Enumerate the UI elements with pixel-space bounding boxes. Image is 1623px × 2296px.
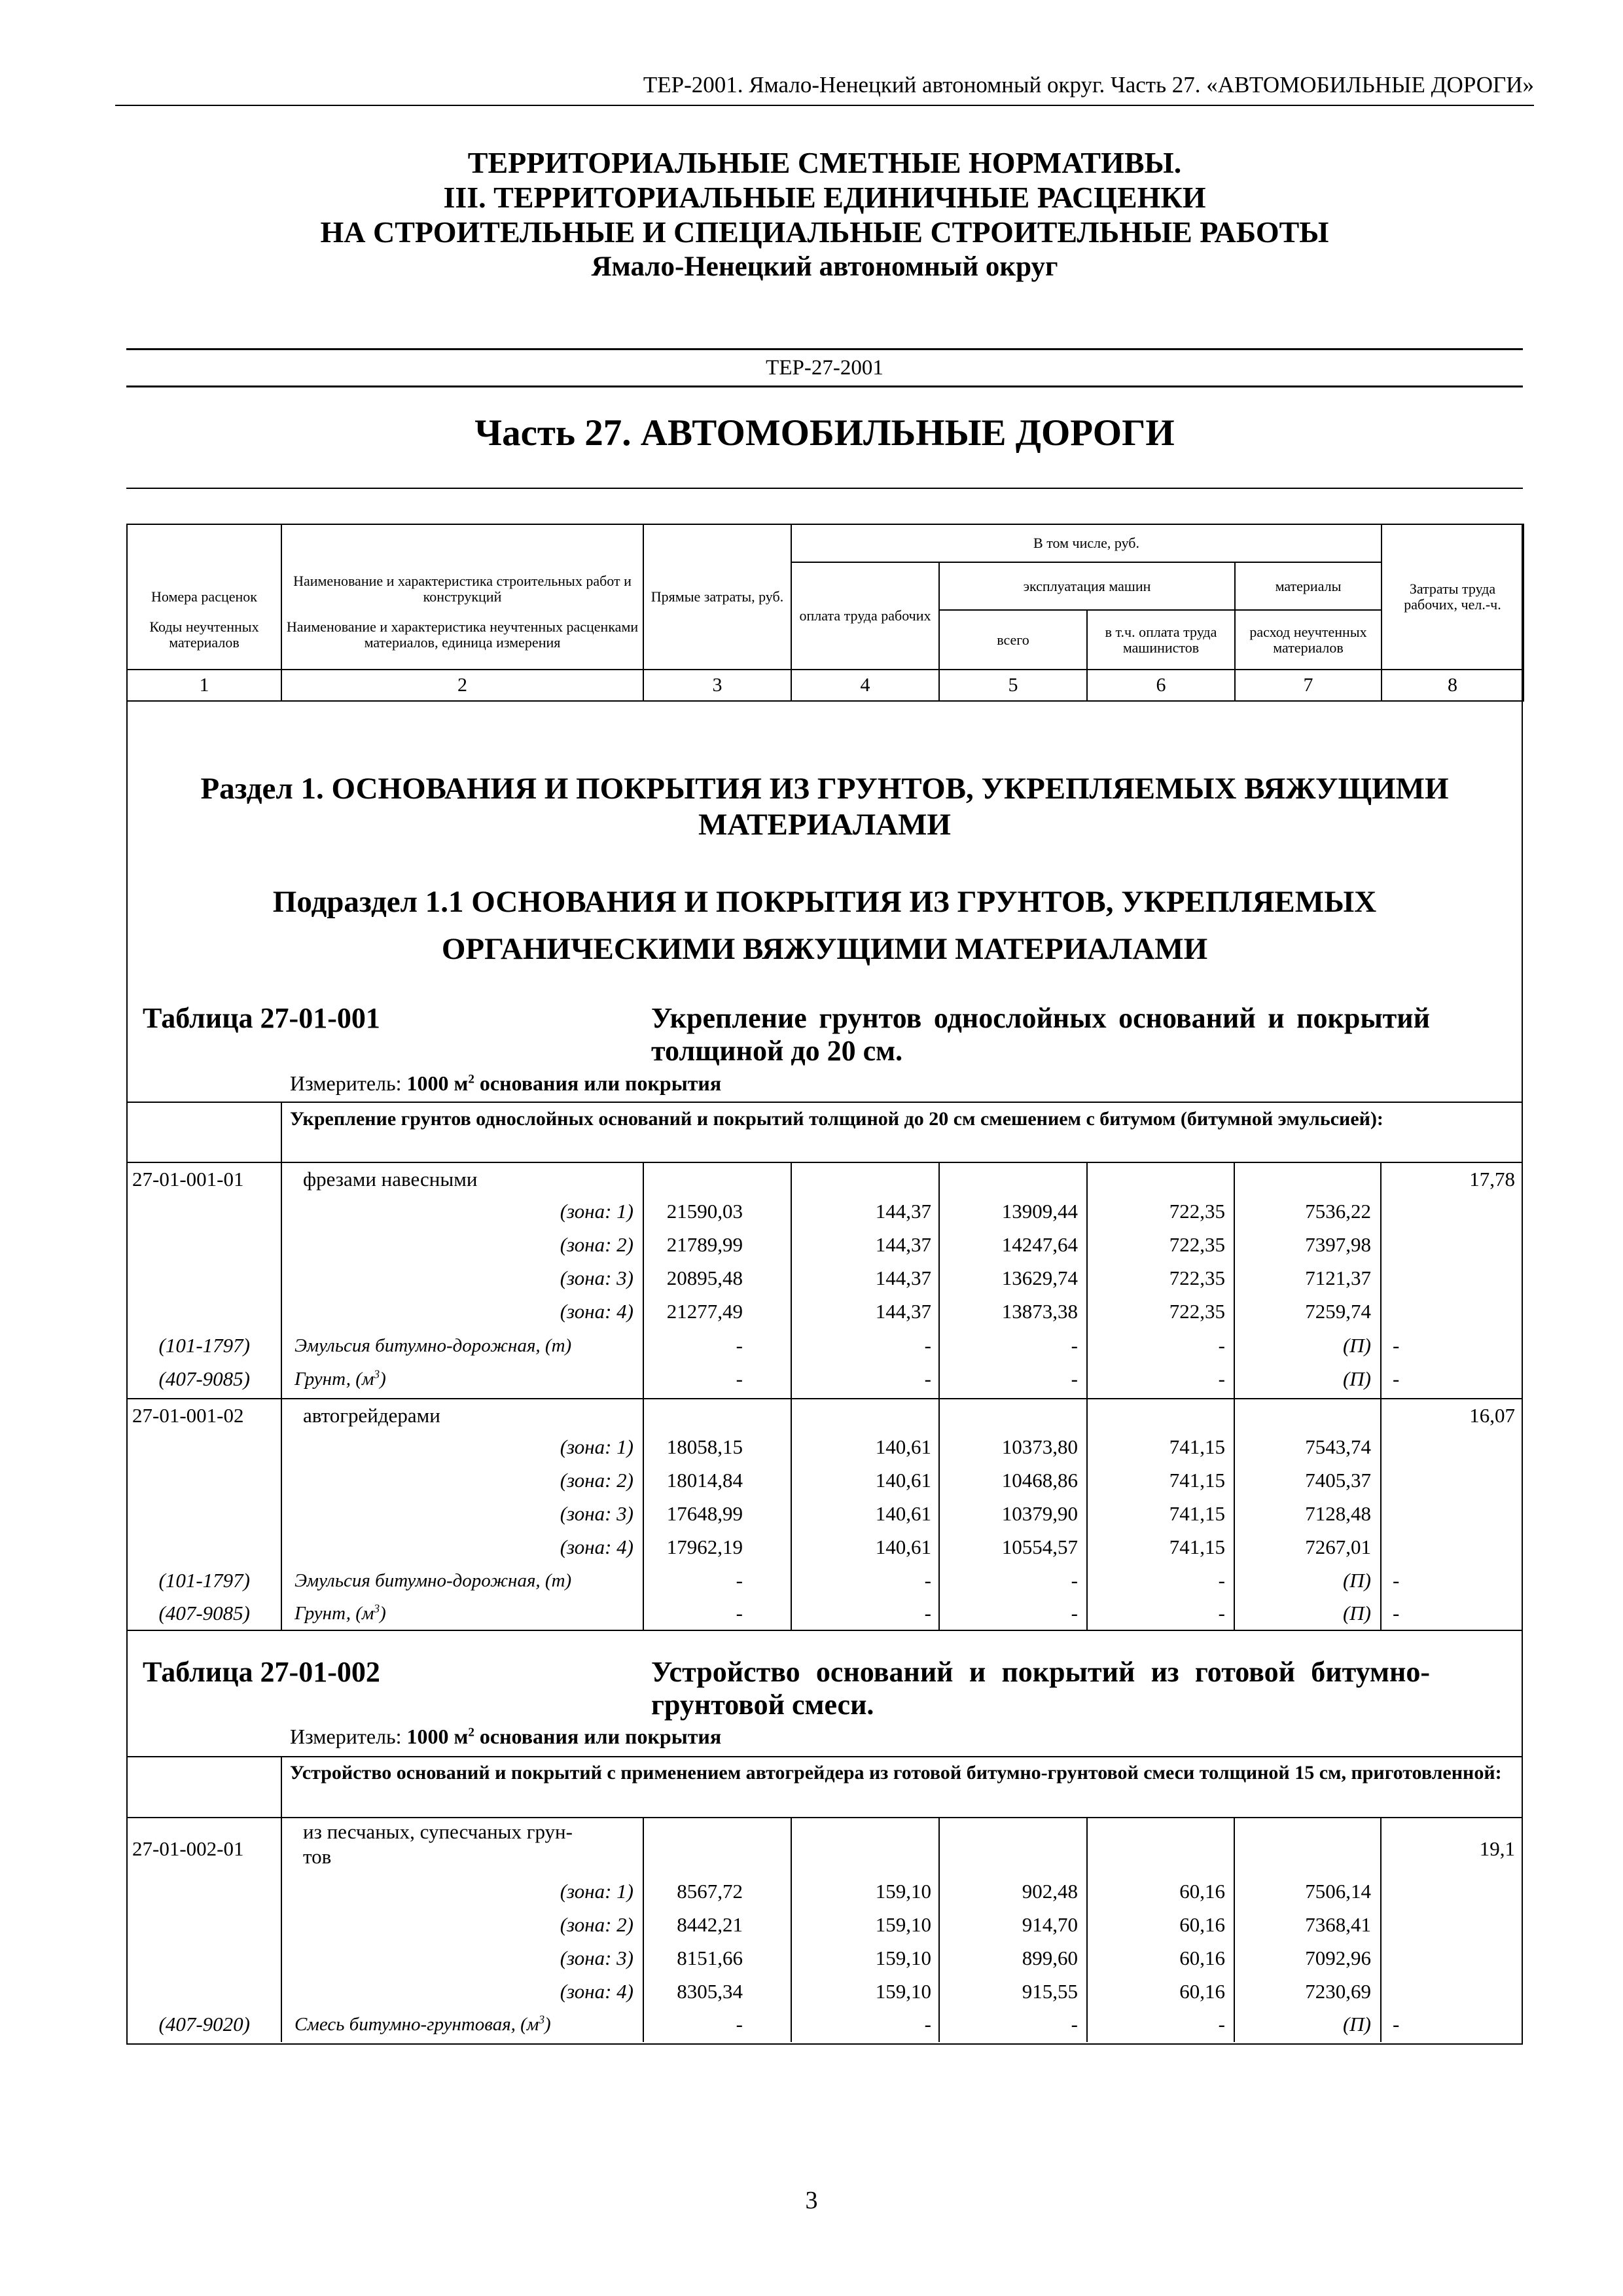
empty-value: -	[1218, 2013, 1225, 2036]
row-divider	[126, 1102, 1523, 1103]
machines-total: 10468,86	[1001, 1469, 1078, 1492]
column-number: 3	[643, 670, 791, 701]
direct-costs: 18058,15	[666, 1435, 743, 1458]
direct-costs: 20895,48	[666, 1266, 743, 1289]
divider	[126, 488, 1523, 489]
column-number: 4	[791, 670, 939, 701]
empty-value: -	[1071, 1569, 1078, 1592]
empty-value: -	[924, 1367, 931, 1390]
header-machines: эксплуатация машин	[939, 562, 1235, 610]
header-including: В том числе, руб.	[791, 524, 1382, 562]
measure-unit: Измеритель: 1000 $м^2$ основания или покрытия	[290, 1725, 722, 1748]
empty-value: -	[736, 1569, 743, 1592]
header-wages: оплата труда рабочих	[791, 562, 939, 670]
subsection-title: Подраздел 1.1 ОСНОВАНИЯ И ПОКРЫТИЯ ИЗ ГРУНТОВ, УКРЕПЛЯЕМЫХ ОРГАНИЧЕСКИМИ ВЯЖУЩИМИ МАТЕРИАЛАМИ	[272, 885, 1377, 966]
operators-wages: 741,15	[1169, 1435, 1225, 1458]
empty-value: -	[1393, 1569, 1400, 1592]
empty-value: -	[736, 2013, 743, 2036]
title-region: Ямало-Ненецкий автономный округ	[591, 251, 1058, 282]
empty-value: -	[1071, 2013, 1078, 2036]
header-machines-total: всего	[939, 610, 1087, 670]
operators-wages: 60,16	[1179, 1913, 1225, 1936]
direct-costs: 8567,72	[677, 1880, 743, 1903]
material-name: Грунт, $(м^3)$	[294, 1602, 386, 1624]
material-name: Грунт, $(м^3)$	[294, 1367, 386, 1390]
document-title	[115, 145, 1534, 284]
table-number: Таблица 27-01-001	[143, 1002, 380, 1034]
row-divider	[126, 1756, 1523, 1757]
zone-label: (зона: 2)	[560, 1913, 633, 1936]
header-operators-wages: в т.ч. оплата труда машинистов	[1087, 610, 1235, 670]
materials-cost: 7128,48	[1305, 1502, 1371, 1525]
direct-costs: 17962,19	[666, 1535, 743, 1558]
empty-value: -	[1071, 1367, 1078, 1390]
materials-cost: 7536,22	[1305, 1200, 1371, 1223]
column-divider	[643, 1817, 644, 2042]
zone-label: (зона: 1)	[560, 1880, 633, 1903]
wages: 144,37	[875, 1233, 931, 1256]
empty-value: -	[1071, 1602, 1078, 1624]
empty-value: -	[924, 1602, 931, 1624]
materials-cost: 7405,37	[1305, 1469, 1371, 1492]
operators-wages: 741,15	[1169, 1469, 1225, 1492]
header-labor-costs: Затраты труда рабочих, чел.-ч.	[1382, 524, 1524, 670]
materials-cost: 7506,14	[1305, 1880, 1371, 1903]
wages: 159,10	[875, 1880, 931, 1903]
machines-total: 10379,90	[1001, 1502, 1078, 1525]
direct-costs: 8442,21	[677, 1913, 743, 1936]
materials-cost: 7259,74	[1305, 1300, 1371, 1323]
labor-costs: 19,1	[1479, 1837, 1515, 1860]
material-code: (407-9085)	[158, 1602, 250, 1624]
zone-label: (зона: 1)	[560, 1200, 633, 1223]
header-direct-costs: Прямые затраты, руб.	[643, 524, 791, 670]
zone-label: (зона: 3)	[560, 1502, 633, 1525]
empty-value: -	[1218, 1602, 1225, 1624]
direct-costs: 8305,34	[677, 1980, 743, 2003]
empty-value: -	[1218, 1569, 1225, 1592]
column-number: 5	[939, 670, 1087, 701]
materials-cost: 7267,01	[1305, 1535, 1371, 1558]
running-header: ТЕР-2001. Ямало-Ненецкий автономный округ. Часть 27. «АВТОМОБИЛЬНЫЕ ДОРОГИ»	[115, 71, 1534, 106]
work-group-title: Устройство оснований и покрытий с применением автогрейдера из готовой битумно-грунтовой смеси толщиной 15 см, приготовленной:	[290, 1762, 1502, 1784]
wages: 144,37	[875, 1266, 931, 1289]
row-divider	[126, 1630, 1523, 1631]
labor-costs: 16,07	[1469, 1404, 1515, 1427]
zone-label: (зона: 3)	[560, 1266, 633, 1289]
operators-wages: 60,16	[1179, 1980, 1225, 2003]
column-divider	[281, 1102, 282, 1162]
operators-wages: 722,35	[1169, 1233, 1225, 1256]
machines-total: 13873,38	[1001, 1300, 1078, 1323]
zone-label: (зона: 4)	[560, 1980, 633, 2003]
material-code: (101-1797)	[158, 1334, 250, 1357]
direct-costs: 8151,66	[677, 1946, 743, 1969]
machines-total: 10373,80	[1001, 1435, 1078, 1458]
measure-unit: Измеритель: 1000 $м^2$ основания или покрытия	[290, 1071, 722, 1095]
rate-name: автогрейдерами	[303, 1404, 440, 1427]
direct-costs: 17648,99	[666, 1502, 743, 1525]
material-quantity: (П)	[1342, 2013, 1371, 2036]
table-name: Устройство оснований и покрытий из готовой битумно-грунтовой смеси.	[651, 1656, 1430, 1721]
direct-costs: 21277,49	[666, 1300, 743, 1323]
labor-costs: 17,78	[1469, 1168, 1515, 1191]
machines-total: 914,70	[1022, 1913, 1078, 1936]
empty-value: -	[1393, 1367, 1400, 1390]
operators-wages: 741,15	[1169, 1502, 1225, 1525]
column-number: 8	[1382, 670, 1524, 701]
machines-total: 13629,74	[1001, 1266, 1078, 1289]
empty-value: -	[924, 1334, 931, 1357]
empty-value: -	[1218, 1334, 1225, 1357]
operators-wages: 722,35	[1169, 1300, 1225, 1323]
table-number: Таблица 27-01-002	[143, 1656, 380, 1688]
column-number: 2	[281, 670, 643, 701]
operators-wages: 722,35	[1169, 1266, 1225, 1289]
empty-value: -	[1071, 1334, 1078, 1357]
zone-label: (зона: 2)	[560, 1233, 633, 1256]
section-title: Раздел 1. ОСНОВАНИЯ И ПОКРЫТИЯ ИЗ ГРУНТОВ, УКРЕПЛЯЕМЫХ ВЯЖУЩИМИ МАТЕРИАЛАМИ	[200, 772, 1449, 842]
zone-label: (зона: 4)	[560, 1535, 633, 1558]
zone-label: (зона: 4)	[560, 1300, 633, 1323]
header-material-codes: Коды неучтенных материалов	[127, 610, 281, 670]
material-name: Эмульсия битумно-дорожная, (т)	[294, 1335, 572, 1356]
column-number: 6	[1087, 670, 1235, 701]
empty-value: -	[924, 1569, 931, 1592]
header-work-name: Наименование и характеристика строительных работ и конструкций	[281, 524, 643, 610]
page-number: 3	[805, 2187, 818, 2214]
zone-label: (зона: 2)	[560, 1469, 633, 1492]
material-code: (101-1797)	[158, 1569, 250, 1592]
rate-name: фрезами навесными	[303, 1168, 478, 1191]
machines-total: 915,55	[1022, 1980, 1078, 2003]
empty-value: -	[1393, 2013, 1400, 2036]
materials-cost: 7230,69	[1305, 1980, 1371, 2003]
wages: 140,61	[875, 1535, 931, 1558]
column-number: 1	[127, 670, 281, 701]
header-rate-numbers: Номера расценок	[127, 524, 281, 610]
column-divider	[281, 1162, 282, 1630]
material-name: Эмульсия битумно-дорожная, (т)	[294, 1570, 572, 1591]
rate-code: 27-01-002-01	[132, 1837, 244, 1860]
column-divider	[1380, 1162, 1382, 1630]
row-divider	[126, 1817, 1523, 1818]
empty-value: -	[924, 2013, 931, 2036]
wages: 140,61	[875, 1435, 931, 1458]
zone-label: (зона: 3)	[560, 1946, 633, 1969]
wages: 159,10	[875, 1913, 931, 1936]
column-divider	[281, 1756, 282, 1817]
column-divider	[281, 1817, 282, 2042]
material-name: Смесь битумно-грунтовая, $(м^3)$	[294, 2013, 551, 2035]
operators-wages: 741,15	[1169, 1535, 1225, 1558]
wages: 140,61	[875, 1502, 931, 1525]
empty-value: -	[1218, 1367, 1225, 1390]
material-code: (407-9085)	[158, 1367, 250, 1390]
rate-name: из песчаных, супесчаных грун- тов	[303, 1820, 573, 1868]
header-materials: материалы	[1235, 562, 1382, 610]
machines-total: 899,60	[1022, 1946, 1078, 1969]
material-quantity: (П)	[1342, 1334, 1371, 1357]
machines-total: 10554,57	[1001, 1535, 1078, 1558]
empty-value: -	[1393, 1334, 1400, 1357]
column-header	[126, 524, 1524, 702]
header-unaccounted-materials: расход неучтенных материалов	[1235, 610, 1382, 670]
materials-cost: 7543,74	[1305, 1435, 1371, 1458]
materials-cost: 7121,37	[1305, 1266, 1371, 1289]
part-title: Часть 27. АВТОМОБИЛЬНЫЕ ДОРОГИ	[474, 412, 1175, 454]
rate-code: 27-01-001-02	[132, 1404, 244, 1427]
wages: 159,10	[875, 1980, 931, 2003]
column-number: 7	[1235, 670, 1382, 701]
title-line-1: ТЕРРИТОРИАЛЬНЫЕ СМЕТНЫЕ НОРМАТИВЫ.	[467, 146, 1182, 179]
materials-cost: 7368,41	[1305, 1913, 1371, 1936]
title-line-2: III. ТЕРРИТОРИАЛЬНЫЕ ЕДИНИЧНЫЕ РАСЦЕНКИ	[443, 181, 1206, 214]
operators-wages: 60,16	[1179, 1946, 1225, 1969]
material-quantity: (П)	[1342, 1569, 1371, 1592]
wages: 144,37	[875, 1200, 931, 1223]
operators-wages: 722,35	[1169, 1200, 1225, 1223]
rate-code: 27-01-001-01	[132, 1168, 244, 1191]
wages: 144,37	[875, 1300, 931, 1323]
empty-value: -	[736, 1367, 743, 1390]
table-name: Укрепление грунтов однослойных оснований и покрытий толщиной до 20 см.	[651, 1002, 1430, 1067]
empty-value: -	[736, 1602, 743, 1624]
wages: 140,61	[875, 1469, 931, 1492]
machines-total: 14247,64	[1001, 1233, 1078, 1256]
work-group-title: Укрепление грунтов однослойных оснований и покрытий толщиной до 20 см смешением с битумом (битумной эмульсией):	[290, 1108, 1383, 1130]
material-quantity: (П)	[1342, 1367, 1371, 1390]
empty-value: -	[1393, 1602, 1400, 1624]
wages: 159,10	[875, 1946, 931, 1969]
title-line-3: НА СТРОИТЕЛЬНЫЕ И СПЕЦИАЛЬНЫЕ СТРОИТЕЛЬНЫЕ РАБОТЫ	[320, 215, 1329, 249]
column-divider	[643, 1162, 644, 1630]
materials-cost: 7397,98	[1305, 1233, 1371, 1256]
operators-wages: 60,16	[1179, 1880, 1225, 1903]
zone-label: (зона: 1)	[560, 1435, 633, 1458]
machines-total: 902,48	[1022, 1880, 1078, 1903]
materials-cost: 7092,96	[1305, 1946, 1371, 1969]
empty-value: -	[736, 1334, 743, 1357]
machines-total: 13909,44	[1001, 1200, 1078, 1223]
header-material-names: Наименование и характеристика неучтенных расценками материалов, единица измерения	[281, 610, 643, 670]
direct-costs: 21789,99	[666, 1233, 743, 1256]
document-code: ТЕР-27-2001	[126, 348, 1523, 387]
material-code: (407-9020)	[158, 2013, 250, 2036]
direct-costs: 21590,03	[666, 1200, 743, 1223]
direct-costs: 18014,84	[666, 1469, 743, 1492]
material-quantity: (П)	[1342, 1602, 1371, 1624]
